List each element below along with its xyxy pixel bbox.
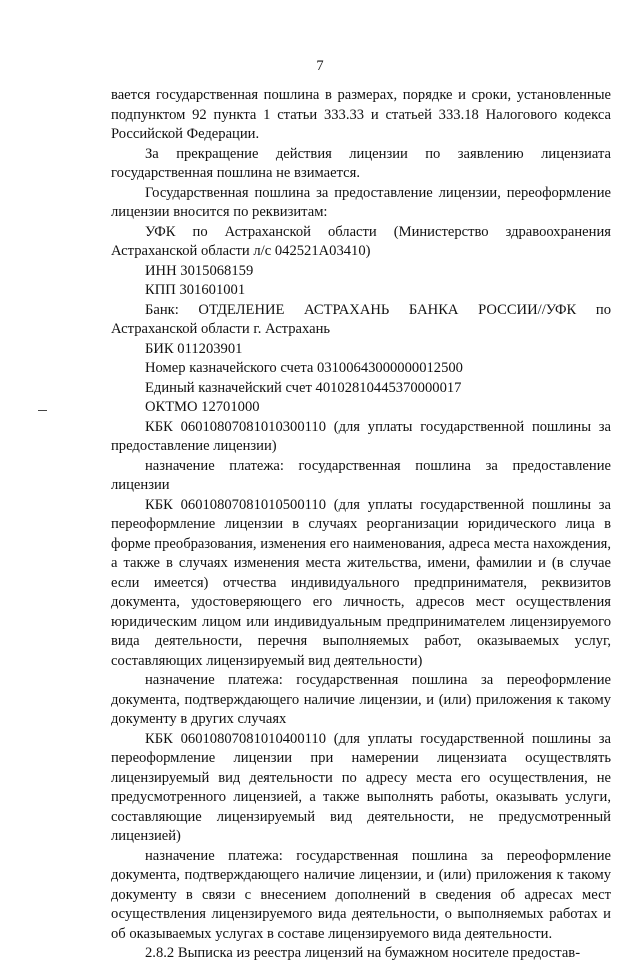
scan-artifact-mark — [38, 410, 47, 411]
payment-purpose-reissue-other: назначение платежа: государственная пошлина за переоформление документа, подтверждающего наличие лицензии, и (или) приложения к такому документу в других случаях — [111, 672, 611, 727]
kbk-license-reissue-new-address: КБК 06010807081010400110 (для уплаты государственной пошлины за переоформление лицензии при намерении лицензиата осуществлять лицензируемый вид деятельности по адресу места его осуществления, не предусмотренного лицензией, а также выполнять работы, оказывать услуги, составляющие лицензируемый вид деятельности, не предусмотренный лицензией) — [111, 730, 611, 844]
document-body — [111, 86, 611, 964]
requisite-bank: Банк: ОТДЕЛЕНИЕ АСТРАХАНЬ БАНКА РОССИИ//УФК по Астраханской области г. Астрахань — [111, 301, 611, 337]
page-number: 7 — [316, 58, 324, 74]
section-2-8-2: 2.8.2 Выписка из реестра лицензий на бумажном носителе предостав- — [145, 945, 581, 961]
paragraph-license-termination: За прекращение действия лицензии по заявлению лицензиата государственная пошлина не взимается. — [111, 145, 611, 181]
requisite-oktmo: ОКТМО 12701000 — [145, 399, 260, 415]
requisite-treasury-account: Номер казначейского счета 03100643000000012500 — [145, 360, 463, 376]
payment-purpose-license-grant: назначение платежа: государственная пошлина за предоставление лицензии — [111, 457, 611, 493]
paragraph-fee-requisites-intro: Государственная пошлина за предоставление лицензии, переоформление лицензии вносится по реквизитам: — [111, 184, 611, 220]
requisite-bik: БИК 011203901 — [145, 340, 243, 357]
requisite-inn: ИНН 3015068159 — [145, 262, 254, 279]
kbk-license-reissue-reorganization: КБК 06010807081010500110 (для уплаты государственной пошлины за переоформление лицензии в случаях реорганизации юридического лица в форме преобразования, изменения его наименования, адреса места нахождения, а также в случаях изменения места жительства, имени, фамилии и (в случае если имеется) отчества индивидуального предпринимателя, реквизитов документа, удостоверяющего его личность, адресов мест осуществления юридическим лицом или индивидуальным предпринимателем лицензируемого вида деятельности, перечня выполняемых работ, оказываемых услуг, составляющих лицензируемый вид деятельности) — [111, 496, 611, 669]
paragraph-continuation: вается государственная пошлина в размерах, порядке и сроки, установленные подпунктом 92 пункта 1 статьи 333.33 и статьей 333.18 Налогового кодекса Российской Федерации. — [111, 87, 611, 142]
requisite-single-treasury-account: Единый казначейский счет 40102810445370000017 — [145, 379, 462, 396]
payment-purpose-reissue-additions: назначение платежа: государственная пошлина за переоформление документа, подтверждающего наличие лицензии, и (или) приложения к такому документу в связи с внесением дополнений в сведения об адресах мест осуществления лицензируемого вида деятельности, о выполняемых работах и об оказываемых услугах в составе лицензируемого вида деятельности. — [111, 847, 611, 942]
requisite-recipient: УФК по Астраханской области (Министерство здравоохранения Астраханской области л/с 042521А03410) — [111, 223, 611, 259]
kbk-license-grant: КБК 06010807081010300110 (для уплаты государственной пошлины за предоставление лицензии) — [111, 418, 611, 454]
requisite-kpp: КПП 301601001 — [145, 282, 246, 298]
